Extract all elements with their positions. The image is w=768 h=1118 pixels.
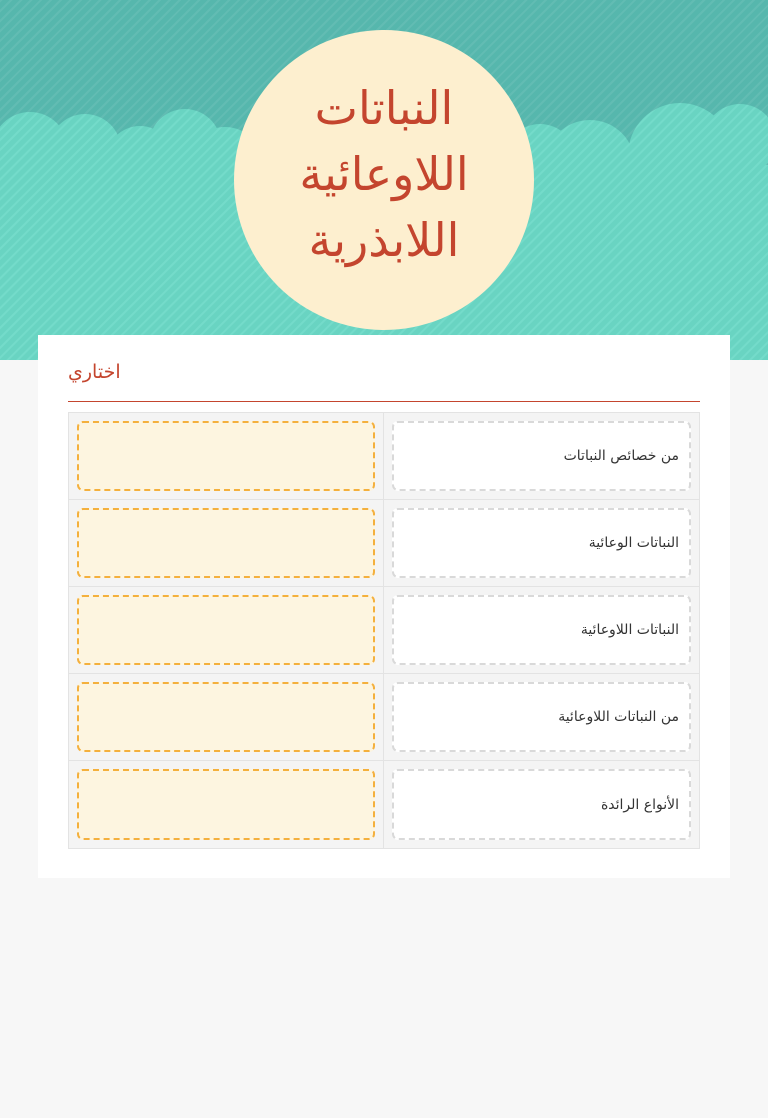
page-title: النباتات اللاوعائية اللابذرية <box>299 81 469 267</box>
answer-cell <box>69 587 384 673</box>
prompt-label: من خصائص النباتات <box>392 421 691 491</box>
prompt-label: النباتات اللاوعائية <box>392 595 691 665</box>
match-row <box>69 500 699 587</box>
answer-dropzone[interactable] <box>77 421 375 491</box>
answer-cell <box>69 761 384 848</box>
answer-cell <box>69 413 384 499</box>
activity-card <box>38 335 730 878</box>
activity-instruction: اختاري <box>68 361 121 383</box>
prompt-cell <box>384 761 699 848</box>
answer-cell <box>69 674 384 760</box>
match-row <box>69 761 699 848</box>
prompt-cell <box>384 500 699 586</box>
prompt-cell <box>384 413 699 499</box>
answer-cell <box>69 500 384 586</box>
answer-dropzone[interactable] <box>77 682 375 752</box>
header-banner <box>0 0 768 360</box>
prompt-label: الأنواع الرائدة <box>392 769 691 840</box>
prompt-cell <box>384 674 699 760</box>
answer-dropzone[interactable] <box>77 769 375 840</box>
match-row <box>69 587 699 674</box>
divider <box>68 401 700 402</box>
prompt-label: من النباتات اللاوعائية <box>392 682 691 752</box>
prompt-cell <box>384 587 699 673</box>
matching-grid <box>68 412 700 849</box>
prompt-label: النباتات الوعائية <box>392 508 691 578</box>
match-row <box>69 413 699 500</box>
answer-dropzone[interactable] <box>77 508 375 578</box>
title-circle <box>234 30 534 330</box>
answer-dropzone[interactable] <box>77 595 375 665</box>
match-row <box>69 674 699 761</box>
